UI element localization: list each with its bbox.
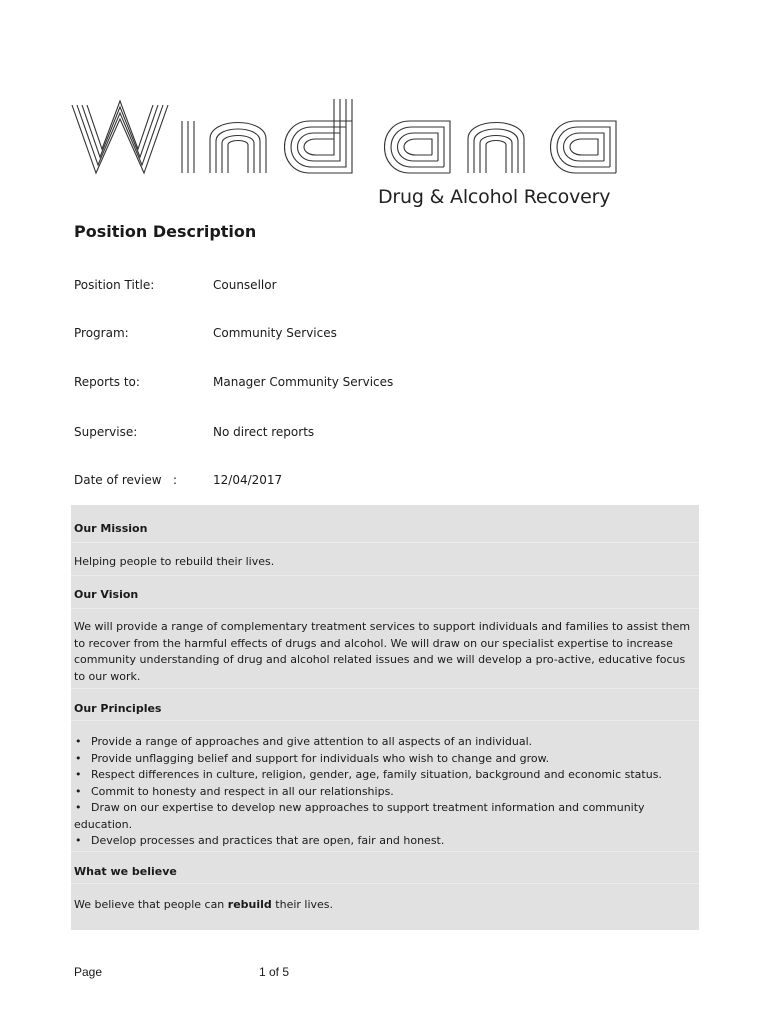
reports-to-label: Reports to: [74,375,140,389]
principle-item: • Respect differences in culture, religion, gender, age, family situation, background and economic status. [74,767,694,784]
footer-page-number: 1 of 5 [259,965,290,979]
position-title-label: Position Title: [74,278,155,292]
believe-suffix: their lives. [271,898,334,911]
believe-prefix: We believe that people can [74,898,228,911]
page-title: Position Description [74,222,257,241]
logo-subtitle: Drug & Alcohol Recovery [378,186,611,208]
row-divider [71,608,699,609]
windana-wordmark-graphic [70,95,630,185]
reports-to-value: Manager Community Services [213,375,394,389]
row-divider [71,720,699,721]
principle-item: • Provide a range of approaches and give attention to all aspects of an individual. [74,734,694,751]
principle-item: • Draw on our expertise to develop new approaches to support treatment information and community education. [74,800,694,833]
date-of-review-value: 12/04/2017 [213,473,283,487]
supervise-label: Supervise: [74,425,138,439]
believe-heading: What we believe [74,865,177,878]
row-divider [71,575,699,576]
row-divider [71,851,699,852]
row-divider [71,542,699,543]
date-of-review-label: Date of review : [74,473,178,487]
program-label: Program: [74,326,129,340]
vision-heading: Our Vision [74,588,139,601]
believe-bold-word: rebuild [227,898,272,911]
principles-heading: Our Principles [74,702,162,715]
mission-text: Helping people to rebuild their lives. [74,555,275,568]
principle-item: • Develop processes and practices that are open, fair and honest. [74,833,694,850]
mission-heading: Our Mission [74,522,148,535]
principle-item: • Commit to honesty and respect in all our relationships. [74,784,694,801]
supervise-value: No direct reports [213,425,315,439]
row-divider [71,883,699,884]
info-box [71,505,699,930]
row-divider [71,688,699,689]
vision-text: We will provide a range of complementary treatment services to support individuals and families to assist them to recover from the harmful effects of drugs and alcohol. We will draw on our specialist expertise to increase community understanding of drug and alcohol related issues and we will develop a pro-active, educative focus to our work. [74,620,691,683]
principles-list [74,734,694,850]
program-value: Community Services [213,326,337,340]
footer-page-label: Page [74,965,103,979]
believe-text [74,897,694,914]
position-title-value: Counsellor [213,278,277,292]
principle-item: • Provide unflagging belief and support for individuals who wish to change and grow. [74,751,694,768]
